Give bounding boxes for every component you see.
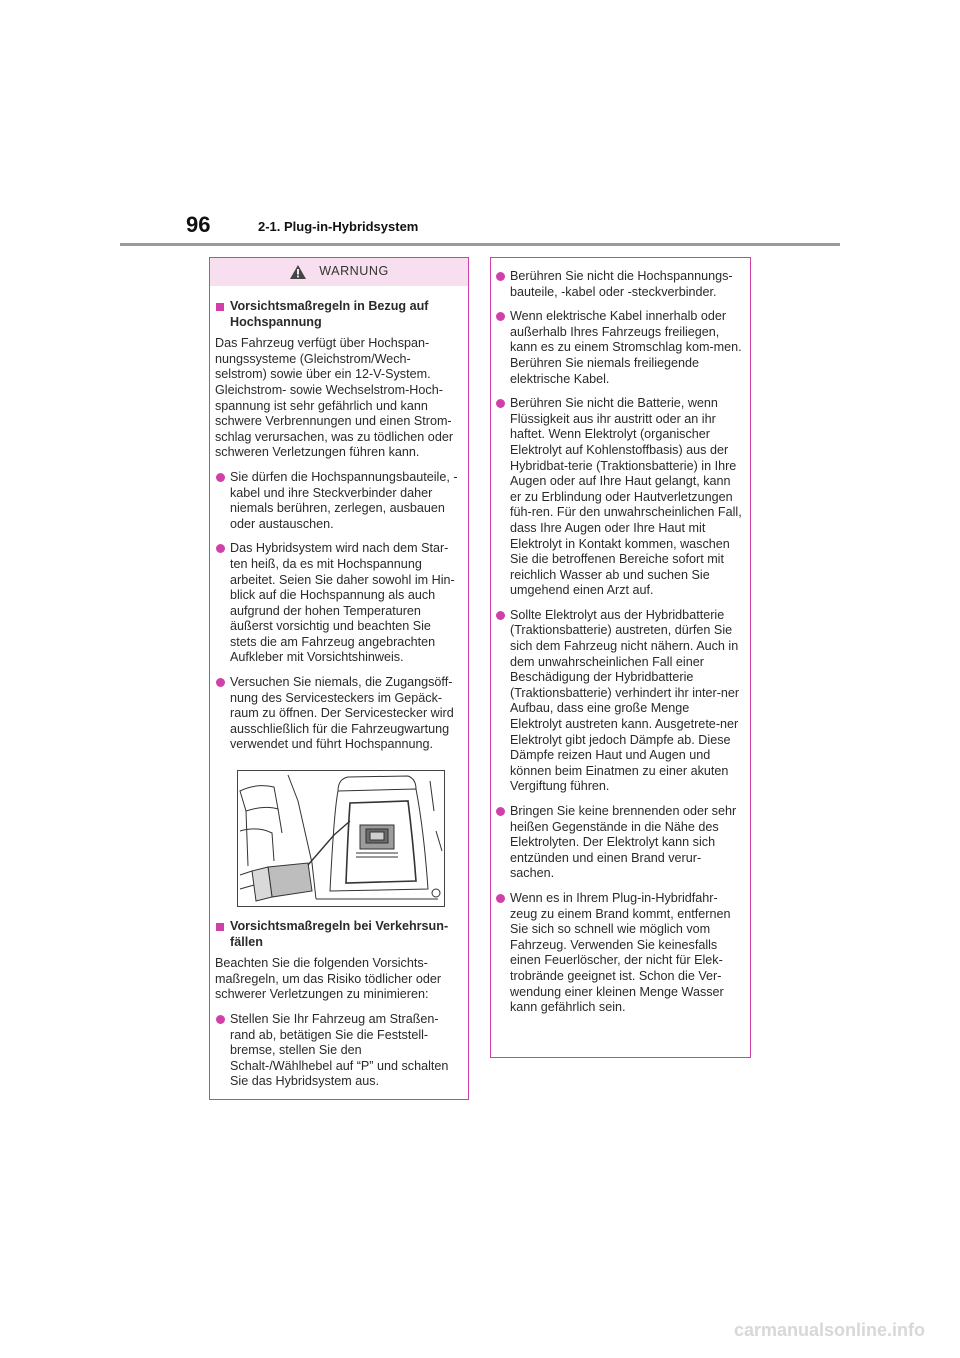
list-item-text: Das Hybridsystem wird nach dem Star-ten heiß, da es mit Hochspannung arbeitet. Seien Sie daher sowohl im Hin-blick auf die Hochspannung als auch aufgrund der hohen Temperaturen äußerst vorsichtig und beachten Sie stets die am Fahrzeug angebrachten Aufkleber mit Vorsichtshinweis. — [230, 541, 455, 665]
list-item-text: Stellen Sie Ihr Fahrzeug am Straßen-rand ab, betätigen Sie die Feststell-bremse, stellen Sie den Schalt-/Wählhebel auf “P” und schalten Sie das Hybridsystem aus. — [230, 1012, 449, 1089]
warning-box-right — [490, 257, 751, 1058]
list-item — [495, 608, 742, 795]
warning-header — [210, 258, 468, 286]
heading-text: Vorsichtsmaßregeln bei Verkehrsun-fällen — [230, 919, 449, 949]
list-item-text: Versuchen Sie niemals, die Zugangsöff-nung des Servicesteckers im Gepäck-raum zu öffnen. Der Servicestecker wird ausschließlich für die Fahrzeugwartung verwendet und führt Hochspannung. — [230, 675, 454, 752]
list-item — [495, 891, 742, 1016]
square-bullet-icon — [216, 303, 224, 311]
section-heading-hochspannung — [215, 299, 460, 330]
header-divider — [120, 243, 840, 246]
list-item-text: Sollte Elektrolyt aus der Hybridbatterie (Traktionsbatterie) austreten, dürfen Sie sich dem Fahrzeug nicht nähern. Auch in dem unwahrscheinlichen Fall einer Beschädigung der Hybridbatterie (Traktionsbatterie) verhindert ihr inter-ner Aufbau, dass eine große Menge Elektrolyt austreten kann. Ausgetrete-ner Elektrolyt gibt jedoch Dämpfe ab. Diese Dämpfe reizen Haut und Augen und können beim Einatmen zu einer akuten Vergiftung führen. — [510, 607, 740, 794]
dot-bullet-icon — [216, 678, 225, 687]
dot-bullet-icon — [216, 1015, 225, 1024]
list-item-text: Bringen Sie keine brennenden oder sehr heißen Gegenstände in die Nähe des Elektrolyten. Der Elektrolyt kann sich entzünden und einen Brand verur-sachen. — [510, 804, 737, 881]
dot-bullet-icon — [216, 544, 225, 553]
list-item — [215, 1012, 460, 1090]
warning-title: WARNUNG — [319, 264, 389, 279]
section-heading-unfaelle — [215, 919, 460, 950]
dot-bullet-icon — [216, 473, 225, 482]
dot-bullet-icon — [496, 894, 505, 903]
dot-bullet-icon — [496, 272, 505, 281]
intro-paragraph: Das Fahrzeug verfügt über Hochspan-nungssysteme (Gleichstrom/Wech-selstrom) sowie über ein 12-V-System. Gleichstrom- sowie Wechselstrom-Hoch-spannung ist sehr gefährlich und kann schwere Verbrennungen und einen Strom-schlag verursachen, was zu tödlichen oder schweren Verletzungen führen kann. — [215, 336, 454, 460]
list-item — [495, 396, 742, 599]
list-item-text: Sie dürfen die Hochspannungsbauteile, -kabel und ihre Steckverbinder daher niemals berühren, zerlegen, ausbauen oder austauschen. — [230, 469, 458, 531]
list-item — [215, 675, 460, 753]
list-item — [495, 804, 742, 882]
watermark-logo — [732, 1314, 952, 1344]
list-item-text: Wenn es in Ihrem Plug-in-Hybridfahr-zeug zu einem Brand kommt, entfernen Sie sich so schnell wie möglich vom Fahrzeug. Verwenden Sie keinesfalls einen Feuerlöscher, der nicht für Elek-trobrände geeignet ist. Schon die Ver-wendung einer kleinen Menge Wasser kann gefährlich sein. — [510, 890, 731, 1015]
intro-paragraph: Beachten Sie die folgenden Vorsichts-maßregeln, um das Risiko tödlicher oder schwerer Verletzungen zu minimieren: — [215, 956, 442, 1002]
dot-bullet-icon — [496, 611, 505, 620]
dot-bullet-icon — [496, 312, 505, 321]
list-item — [215, 470, 460, 532]
section-title: 2-1. Plug-in-Hybridsystem — [258, 219, 419, 234]
warning-triangle-icon — [289, 264, 307, 280]
heading-text: Vorsichtsmaßregeln in Bezug auf Hochspannung — [230, 299, 429, 329]
page-number: 96 — [186, 212, 211, 237]
svg-text:carmanualsonline.info: carmanualsonline.info — [734, 1320, 926, 1340]
list-item — [495, 269, 742, 300]
dot-bullet-icon — [496, 807, 505, 816]
warning-box-left — [209, 257, 469, 1100]
dot-bullet-icon — [496, 399, 505, 408]
list-item-text: Berühren Sie nicht die Batterie, wenn Flüssigkeit aus ihr austritt oder an ihr haftet. Wenn Elektrolyt (organischer Elektrolyt auf Kohlenstoffbasis) aus der Hybridbat-terie (Traktionsbatterie) in Ihre Augen oder auf Ihre Haut gelangt, kann er zu Erblindung oder Hautverletzungen füh-ren. Für den unwahrscheinlichen Fall, dass Ihre Augen oder Ihre Haut mit Elektrolyt in Kontakt kommen, waschen Sie die betroffenen Bereiche sofort mit reichlich Wasser ab und suchen Sie umgehend einen Arzt auf. — [510, 396, 742, 598]
luggage-compartment-drawing — [238, 771, 444, 906]
service-plug-illustration — [237, 770, 445, 907]
list-item-text: Wenn elektrische Kabel innerhalb oder außerhalb Ihres Fahrzeugs freiliegen, kann es zu einem Stromschlag kom-men. Berühren Sie niemals freiliegende elektrische Kabel. — [510, 309, 742, 386]
list-item — [215, 541, 460, 666]
list-item — [495, 309, 742, 387]
list-item-text: Berühren Sie nicht die Hochspannungs-bauteile, -kabel oder -steckverbinder. — [510, 269, 733, 299]
square-bullet-icon — [216, 923, 224, 931]
